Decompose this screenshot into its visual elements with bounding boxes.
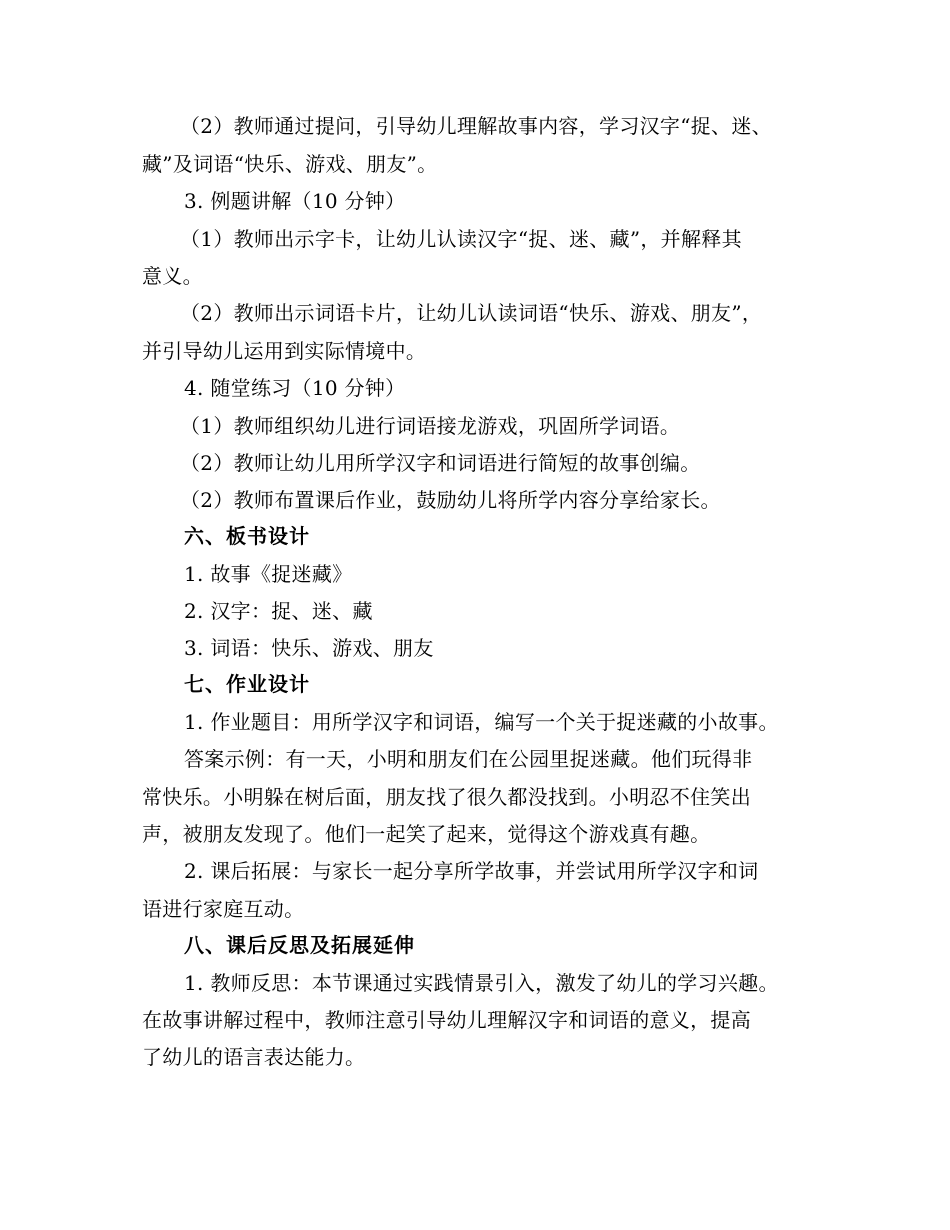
paragraph-line: 语进行家庭互动。 <box>142 897 305 921</box>
paragraph-line: （2）教师布置课后作业，鼓励幼儿将所学内容分享给家长。 <box>180 488 721 512</box>
list-item: 3. 词语：快乐、游戏、朋友 <box>184 636 434 660</box>
paragraph-line: 常快乐。小明躲在树后面，朋友找了很久都没找到。小明忍不住笑出 <box>142 785 751 809</box>
paragraph-line: 1. 教师反思：本节课通过实践情景引入，激发了幼儿的学习兴趣。 <box>184 971 779 995</box>
paragraph-line: 1. 作业题目：用所学汉字和词语，编写一个关于捉迷藏的小故事。 <box>184 710 779 734</box>
list-item: 1. 故事《捉迷藏》 <box>184 562 353 586</box>
paragraph-line: （1）教师组织幼儿进行词语接龙游戏，巩固所学词语。 <box>180 414 681 438</box>
paragraph-line: （2）教师出示词语卡片，让幼儿认读词语“快乐、游戏、朋友”， <box>180 301 763 325</box>
section-item: 3. 例题讲解（10 分钟） <box>184 189 406 213</box>
paragraph-line: 了幼儿的语言表达能力。 <box>142 1045 366 1069</box>
paragraph-line: 并引导幼儿运用到实际情境中。 <box>142 339 427 363</box>
paragraph-line: 答案示例：有一天，小明和朋友们在公园里捉迷藏。他们玩得非 <box>184 747 753 771</box>
paragraph-line: （2）教师让幼儿用所学汉字和词语进行简短的故事创编。 <box>180 451 701 475</box>
section-heading: 七、作业设计 <box>184 672 310 696</box>
paragraph-line: 2. 课后拓展：与家长一起分享所学故事，并尝试用所学汉字和词 <box>184 859 759 883</box>
section-heading: 六、板书设计 <box>184 524 310 548</box>
list-item: 2. 汉字：捉、迷、藏 <box>184 599 373 623</box>
paragraph-line: 在故事讲解过程中，教师注意引导幼儿理解汉字和词语的意义，提高 <box>142 1008 751 1032</box>
paragraph-line: 意义。 <box>142 264 203 288</box>
paragraph-line: （1）教师出示字卡，让幼儿认读汉字“捉、迷、藏”，并解释其 <box>180 227 742 251</box>
paragraph-line: 藏”及词语“快乐、游戏、朋友”。 <box>142 152 438 176</box>
paragraph-line: （2）教师通过提问，引导幼儿理解故事内容，学习汉字“捉、迷、 <box>180 114 772 138</box>
section-item: 4. 随堂练习（10 分钟） <box>184 376 406 400</box>
section-heading: 八、课后反思及拓展延伸 <box>184 933 415 957</box>
paragraph-line: 声，被朋友发现了。他们一起笑了起来，觉得这个游戏真有趣。 <box>142 822 711 846</box>
